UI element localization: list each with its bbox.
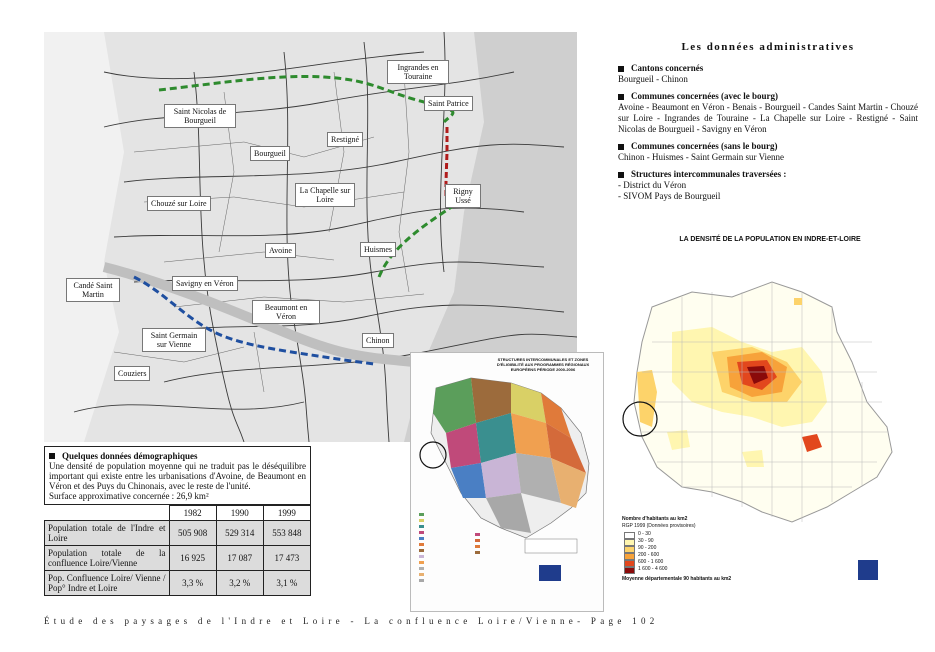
section-heading: Cantons concernés [631,63,704,73]
square-bullet-icon [618,94,624,100]
year-header: 1999 [263,506,310,521]
admin-section [618,91,918,135]
place-label: Beaumont en Véron [252,300,320,324]
section-heading: Communes concernées (avec le bourg) [631,91,778,101]
place-label: Huismes [360,242,396,257]
demographics-text-box [44,446,311,505]
table-cell: 529 314 [216,521,263,546]
section-body: Avoine - Beaumont en Véron - Benais - Bourgueil - Candes Saint Martin - Chouzé sur Loire - Ingrandes de Touraine - La Chapelle sur Loire - Restigné - Saint Nicolas de Bourgueil - Savigny en Véron [618,102,918,134]
place-label: Candé Saint Martin [66,278,120,302]
legend-subtitle: RGP 1999 (Données provisoires) [622,523,696,529]
intercommunal-map [410,352,604,612]
year-header: 1982 [169,506,216,521]
section-body: Bourgueil - Chinon [618,74,688,84]
demographics-surface: Surface approximative concernée : 26,9 km² [49,491,209,501]
legend-label: 90 - 200 [638,545,657,551]
square-bullet-icon [49,453,55,459]
density-map-drawing [612,252,912,612]
place-label: Bourgueil [250,146,290,161]
place-label: Chinon [362,333,394,348]
row-label: Population totale de la confluence Loire/Vienne [45,546,170,571]
place-label: La Chapelle sur Loire [295,183,355,207]
place-label: Avoine [265,243,296,258]
density-map [612,252,912,612]
place-label: Saint Patrice [424,96,473,111]
legend-label: 30 - 90 [638,538,654,544]
year-header: 1990 [216,506,263,521]
legend-label: 200 - 600 [638,552,660,558]
place-label: Chouzé sur Loire [147,196,211,211]
table-header-row [45,506,311,521]
section-body: Chinon - Huismes - Saint Germain sur Vienne [618,152,785,162]
intercommunal-map-title: STRUCTURES INTERCOMMUNALES ET ZONES D'ÉLIGIBILITÉ AUX PROGRAMMES RÉGIONAUX EUROPÉENS PÉRIODE 2000-2006 [496,357,590,372]
place-label: Savigny en Véron [172,276,238,291]
legend-label: 600 - 1 600 [638,559,664,565]
legend-title: Nombre d'habitants au km2 [622,516,688,522]
section-body: - District du Véron - SIVOM Pays de Bourgueil [618,180,721,201]
legend-swatch [624,532,635,539]
table-cell: 3,3 % [169,571,216,596]
demographics-panel [44,446,311,612]
square-bullet-icon [618,172,624,178]
section-heading: Communes concernées (sans le bourg) [631,141,778,151]
table-cell: 3,1 % [263,571,310,596]
place-label: Ingrandes en Touraine [387,60,449,84]
legend-swatch [624,560,635,567]
intercommunal-map-drawing [411,353,603,611]
logo-icon [858,560,878,580]
legend-swatch [624,553,635,560]
page-footer: Étude des paysages de l'Indre et Loire - La confluence Loire/Vienne- Page 102 [44,616,659,626]
place-label: Saint Nicolas de Bourgueil [164,104,236,128]
population-table [44,505,311,596]
table-row [45,521,311,546]
table-cell: 17 087 [216,546,263,571]
legend-swatch [624,539,635,546]
table-row [45,546,311,571]
legend-swatch [624,546,635,553]
table-cell: 17 473 [263,546,310,571]
demographics-text: Une densité de population moyenne qui ne traduit pas le déséquilibre important qui existe entre les urbanisations d'Avoine, de Beaumont en Véron et des Puys du Chinonais, avec le reste de l'unité. [49,461,306,491]
legend-label: 1 600 - 4 600 [638,566,668,572]
section-heading: Structures intercommunales traversées : [631,169,787,179]
admin-section [618,63,918,85]
density-map-title: LA DENSITÉ DE LA POPULATION EN INDRE-ET-LOIRE [679,236,861,243]
square-bullet-icon [618,66,624,72]
admin-title: Les données administratives [681,41,855,53]
square-bullet-icon [618,144,624,150]
table-cell: 553 848 [263,521,310,546]
legend-note: Moyenne départementale 90 habitants au km2 [622,576,732,582]
place-label: Couziers [114,366,150,381]
legend-label: 0 - 30 [638,531,651,537]
row-label: Population totale de l'Indre et Loire [45,521,170,546]
table-row [45,571,311,596]
admin-panel [618,42,918,202]
place-label: Rigny Ussé [445,184,481,208]
admin-section [618,169,918,202]
admin-section [618,141,918,163]
row-label: Pop. Confluence Loire/ Vienne / Pop° Indre et Loire [45,571,170,596]
place-label: Restigné [327,132,363,147]
table-cell: 16 925 [169,546,216,571]
demographics-heading: Quelques données démographiques [62,451,198,461]
legend-swatch [624,567,635,574]
table-cell: 3,2 % [216,571,263,596]
table-cell: 505 908 [169,521,216,546]
place-label: Saint Germain sur Vienne [142,328,206,352]
